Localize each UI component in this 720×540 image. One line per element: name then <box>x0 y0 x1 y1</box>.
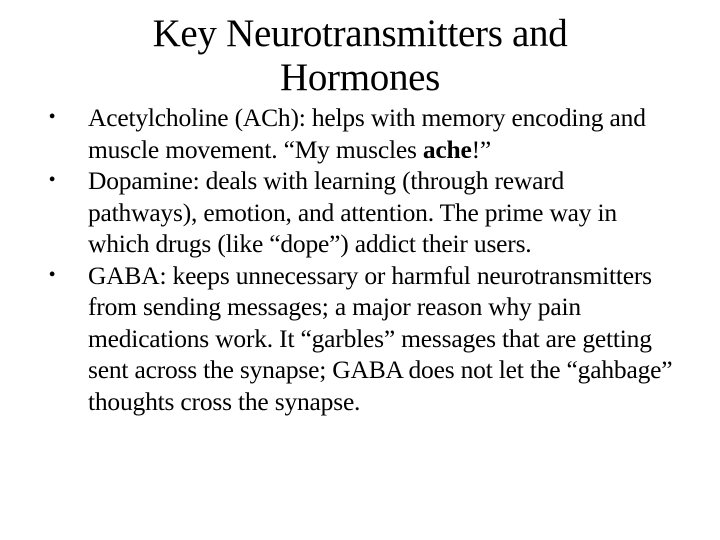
title-line-2: Hormones <box>279 56 441 99</box>
bullet-dot-icon: • <box>48 169 56 191</box>
bullet-dot-icon: • <box>48 106 56 128</box>
bullet-gaba <box>28 260 678 418</box>
bullet-acetylcholine <box>28 102 678 165</box>
slide-title <box>60 12 660 100</box>
bullet-dopamine <box>28 165 678 260</box>
bullet-list <box>28 102 678 417</box>
title-line-1: Key Neurotransmitters and <box>152 12 568 55</box>
bullet-text: Dopamine: deals with learning (through reward pathways), emotion, and attention. The prime way in which drugs (like “dope”) addict their users. <box>88 166 617 258</box>
bullet-text: GABA: keeps unnecessary or harmful neurotransmitters from sending messages; a major reason why pain medications work. It “garbles” messages that are getting sent across the synapse; GABA does not let the “gahbage” thoughts cross the synapse. <box>88 260 673 416</box>
bullet-text-after: !” <box>471 134 492 164</box>
bullet-text-bold: ache <box>422 134 472 164</box>
bullet-text-before: Acetylcholine (ACh): helps with memory encoding and muscle movement. “My muscles <box>88 103 646 164</box>
bullet-dot-icon: • <box>48 263 56 286</box>
